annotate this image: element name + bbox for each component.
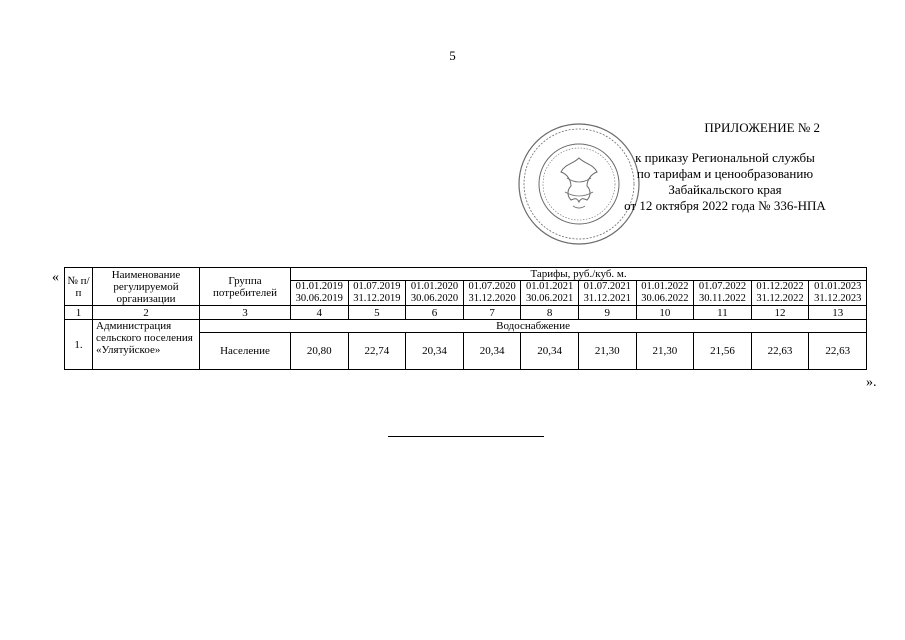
- period-header: 01.07.2022 30.11.2022: [694, 281, 752, 306]
- column-number: 2: [93, 306, 200, 320]
- tariff-value: 20,34: [406, 333, 464, 370]
- tariff-value: 21,30: [636, 333, 694, 370]
- table-row: [65, 320, 867, 333]
- column-number: 4: [291, 306, 349, 320]
- closing-quote: ».: [866, 375, 877, 390]
- period-header: 01.01.2020 30.06.2020: [406, 281, 464, 306]
- column-number: 12: [751, 306, 809, 320]
- tariff-value: 20,80: [291, 333, 349, 370]
- column-number: 10: [636, 306, 694, 320]
- signature-line: [388, 436, 544, 437]
- column-number: 13: [809, 306, 867, 320]
- period-header: 01.01.2022 30.06.2022: [636, 281, 694, 306]
- header-tariffs: Тарифы, руб./куб. м.: [291, 268, 867, 281]
- column-number: 1: [65, 306, 93, 320]
- annex-title: ПРИЛОЖЕНИЕ № 2: [704, 120, 820, 135]
- column-number: 8: [521, 306, 579, 320]
- annex-line-2: по тарифам и ценообразованию: [636, 166, 814, 181]
- period-header: 01.07.2021 31.12.2021: [578, 281, 636, 306]
- column-number: 3: [200, 306, 291, 320]
- period-header: 01.01.2021 30.06.2021: [521, 281, 579, 306]
- tariff-value: 21,56: [694, 333, 752, 370]
- period-header: 01.12.2022 31.12.2022: [751, 281, 809, 306]
- row-number: 1.: [65, 320, 93, 370]
- period-header: 01.07.2020 31.12.2020: [463, 281, 521, 306]
- annex-header: [560, 120, 890, 214]
- tariff-value: 22,74: [348, 333, 406, 370]
- annex-line-1: к приказу Региональной службы: [635, 150, 815, 165]
- tariff-value: 21,30: [578, 333, 636, 370]
- tariff-table: [64, 267, 867, 370]
- tariff-value: 20,34: [463, 333, 521, 370]
- column-number-row: [65, 306, 867, 320]
- header-group: Группа потребителей: [200, 268, 291, 306]
- column-number: 9: [578, 306, 636, 320]
- section-title: Водоснабжение: [200, 320, 867, 333]
- header-org: Наименование регулируемой организации: [93, 268, 200, 306]
- tariff-value: 20,34: [521, 333, 579, 370]
- page-number: 5: [449, 48, 456, 63]
- column-number: 6: [406, 306, 464, 320]
- period-header: 01.07.2019 31.12.2019: [348, 281, 406, 306]
- consumer-group: Население: [200, 333, 291, 370]
- column-number: 5: [348, 306, 406, 320]
- tariff-value: 22,63: [809, 333, 867, 370]
- column-number: 7: [463, 306, 521, 320]
- period-header: 01.01.2023 31.12.2023: [809, 281, 867, 306]
- annex-line-3: Забайкальского края: [668, 182, 782, 197]
- period-header: 01.01.2019 30.06.2019: [291, 281, 349, 306]
- organization-name: Администрация сельского поселения «Улятуйское»: [93, 320, 200, 370]
- column-number: 11: [694, 306, 752, 320]
- opening-quote: «: [52, 270, 59, 285]
- tariff-value: 22,63: [751, 333, 809, 370]
- annex-line-4: от 12 октября 2022 года № 336-НПА: [624, 198, 826, 213]
- header-num: № п/п: [65, 268, 93, 306]
